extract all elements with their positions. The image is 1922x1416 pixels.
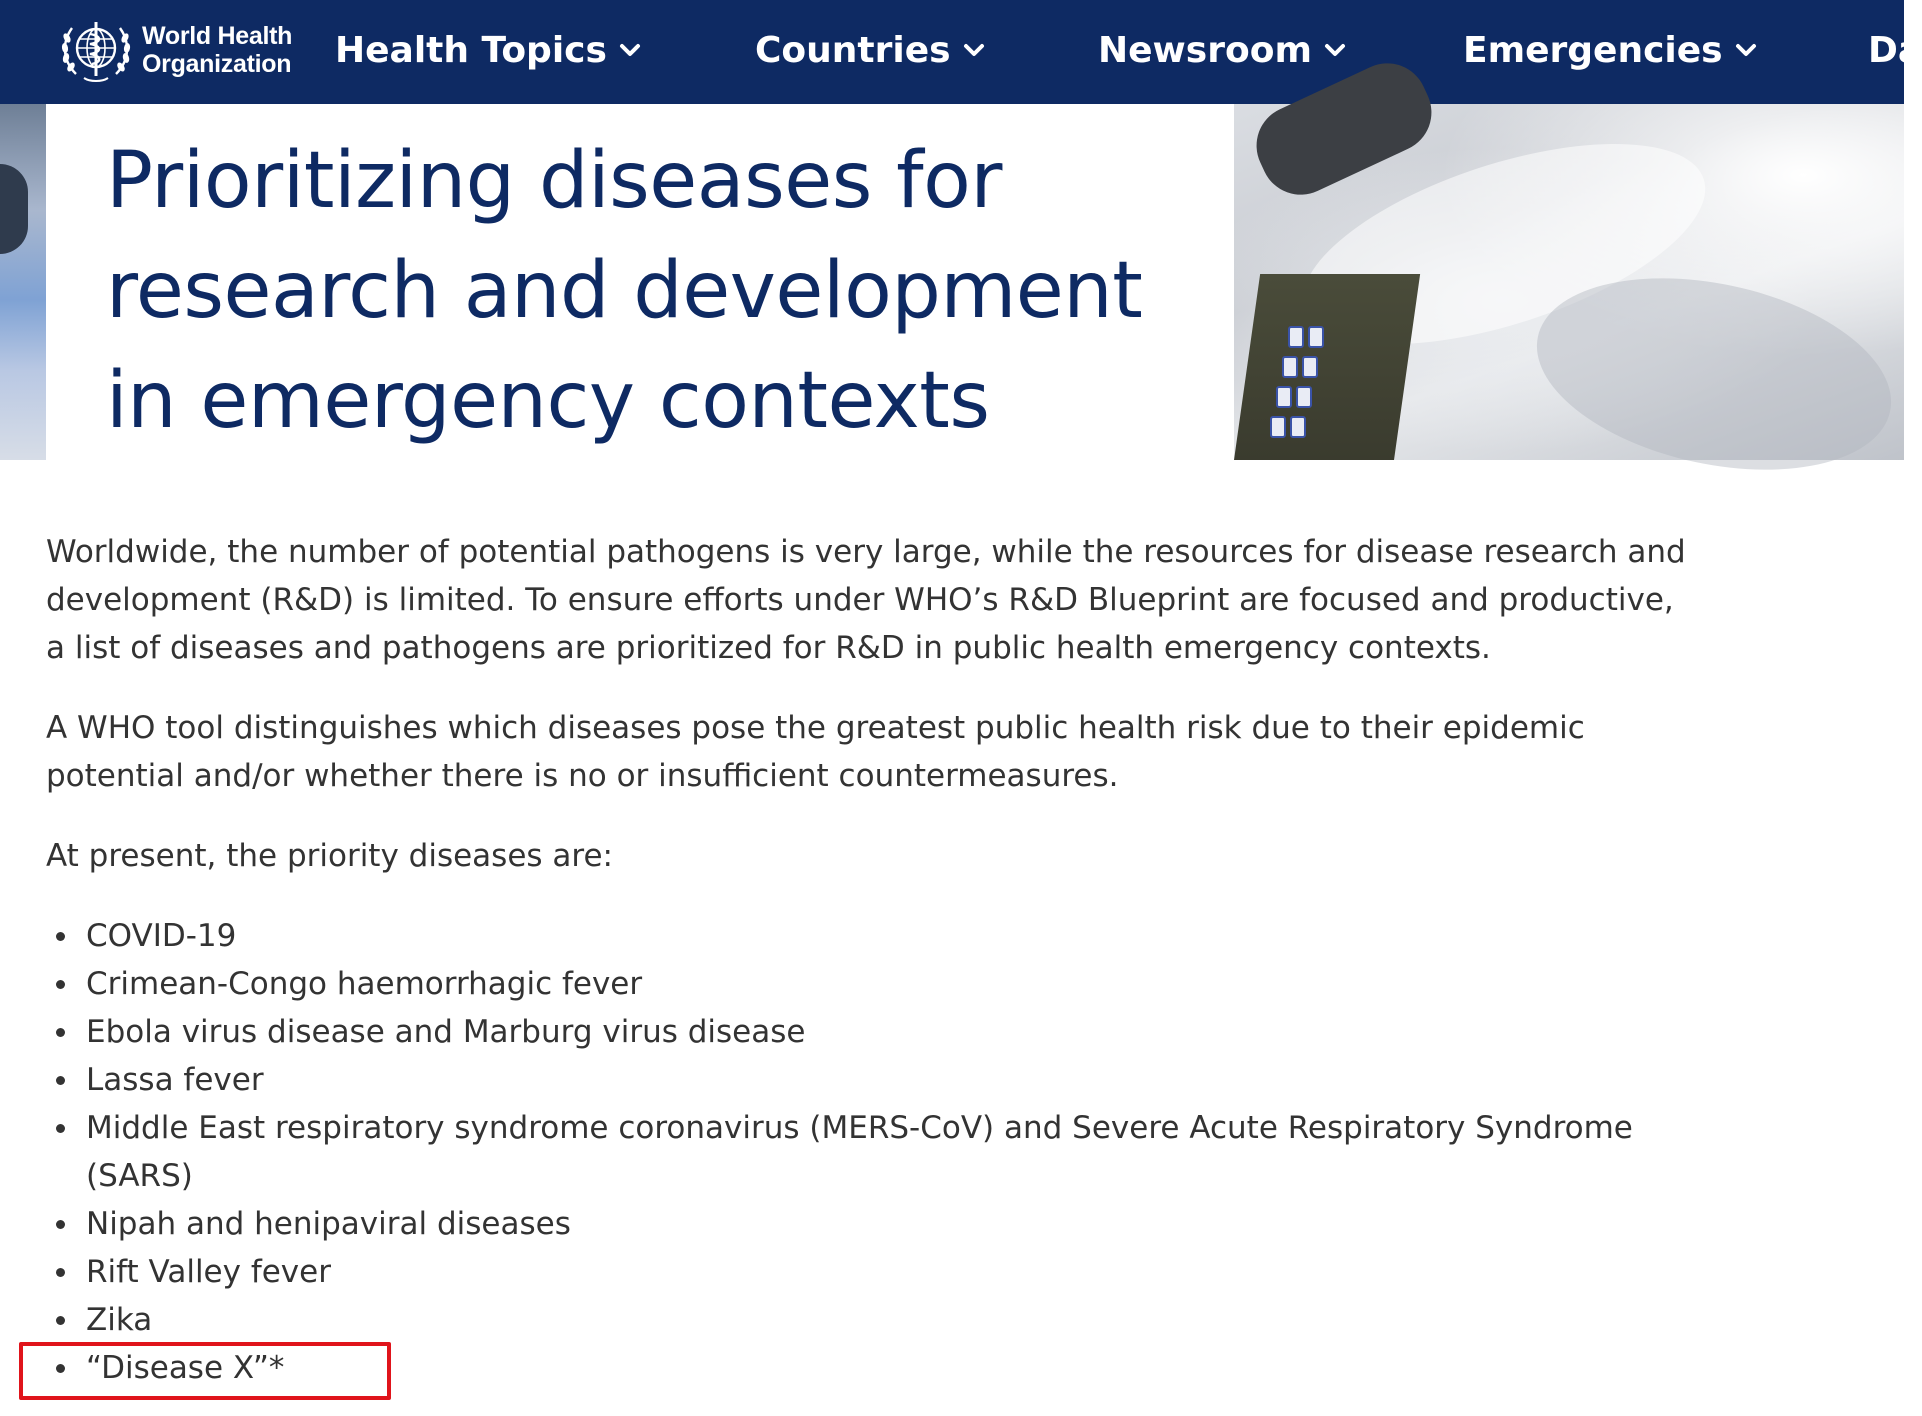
list-item-disease-x bbox=[46, 1344, 1686, 1392]
hero-banner bbox=[0, 104, 1904, 460]
list-item bbox=[46, 912, 1686, 960]
who-wordmark bbox=[142, 22, 292, 78]
disease-name: Lassa fever bbox=[86, 1062, 264, 1098]
nav-emergencies[interactable] bbox=[1463, 24, 1757, 76]
page-title-line-1: Prioritizing diseases for bbox=[106, 136, 1002, 226]
nav-health-topics[interactable] bbox=[335, 24, 641, 76]
list-item bbox=[46, 1104, 1686, 1200]
disease-name: Ebola virus disease and Marburg virus disease bbox=[86, 1014, 806, 1050]
chevron-down-icon bbox=[619, 39, 641, 61]
chevron-down-icon bbox=[1324, 39, 1346, 61]
nav-countries[interactable] bbox=[755, 24, 985, 76]
disease-name: COVID-19 bbox=[86, 918, 237, 954]
chevron-down-icon bbox=[1735, 39, 1757, 61]
who-emblem-icon bbox=[58, 14, 134, 86]
logo-line-1: World Health bbox=[142, 22, 293, 50]
page-title-line-2: research and development bbox=[106, 246, 1143, 336]
list-item bbox=[46, 1296, 1686, 1344]
top-navigation-bar bbox=[0, 0, 1922, 104]
hero-image-left-edge bbox=[0, 104, 46, 460]
page-title-line-3: in emergency contexts bbox=[106, 356, 990, 446]
list-item bbox=[46, 1056, 1686, 1104]
disease-name: Crimean-Congo haemorrhagic fever bbox=[86, 966, 643, 1002]
priority-intro: At present, the priority diseases are: bbox=[46, 838, 613, 874]
disease-name: Rift Valley fever bbox=[86, 1254, 331, 1290]
nav-newsroom[interactable] bbox=[1098, 24, 1346, 76]
disease-name: Zika bbox=[86, 1302, 153, 1338]
disease-name: Nipah and henipaviral diseases bbox=[86, 1206, 571, 1242]
list-item bbox=[46, 1008, 1686, 1056]
tool-paragraph: A WHO tool distinguishes which diseases pose the greatest public health risk due to their epidemic potential and/or whether there is no or insufficient countermeasures. bbox=[46, 710, 1585, 794]
list-item bbox=[46, 1200, 1686, 1248]
nav-health-topics-label: Health Topics bbox=[335, 29, 607, 71]
disease-name: Middle East respiratory syndrome coronavirus (MERS-CoV) and Severe Acute Respiratory Syndrome (SARS) bbox=[86, 1110, 1633, 1194]
nav-emergencies-label: Emergencies bbox=[1463, 29, 1723, 71]
hero-photo-lab-worker bbox=[1234, 104, 1904, 460]
intro-paragraph: Worldwide, the number of potential pathogens is very large, while the resources for disease research and development (R&D) is limited. To ensure efforts under WHO’s R&D Blueprint are focused and productive, a list of diseases and pathogens are prioritized for R&D in public health emergency contexts. bbox=[46, 534, 1686, 666]
logo-line-2: Organization bbox=[142, 50, 292, 78]
page-title bbox=[106, 126, 1206, 456]
nav-countries-label: Countries bbox=[755, 29, 951, 71]
list-item bbox=[46, 960, 1686, 1008]
who-logo[interactable] bbox=[58, 14, 292, 86]
nav-data-label: Da bbox=[1868, 29, 1922, 71]
priority-disease-list bbox=[46, 912, 1686, 1392]
list-item bbox=[46, 1248, 1686, 1296]
article-body bbox=[46, 528, 1686, 1392]
chevron-down-icon bbox=[963, 39, 985, 61]
disease-name: “Disease X”* bbox=[86, 1350, 285, 1386]
nav-newsroom-label: Newsroom bbox=[1098, 29, 1312, 71]
nav-data-truncated[interactable] bbox=[1868, 24, 1922, 76]
